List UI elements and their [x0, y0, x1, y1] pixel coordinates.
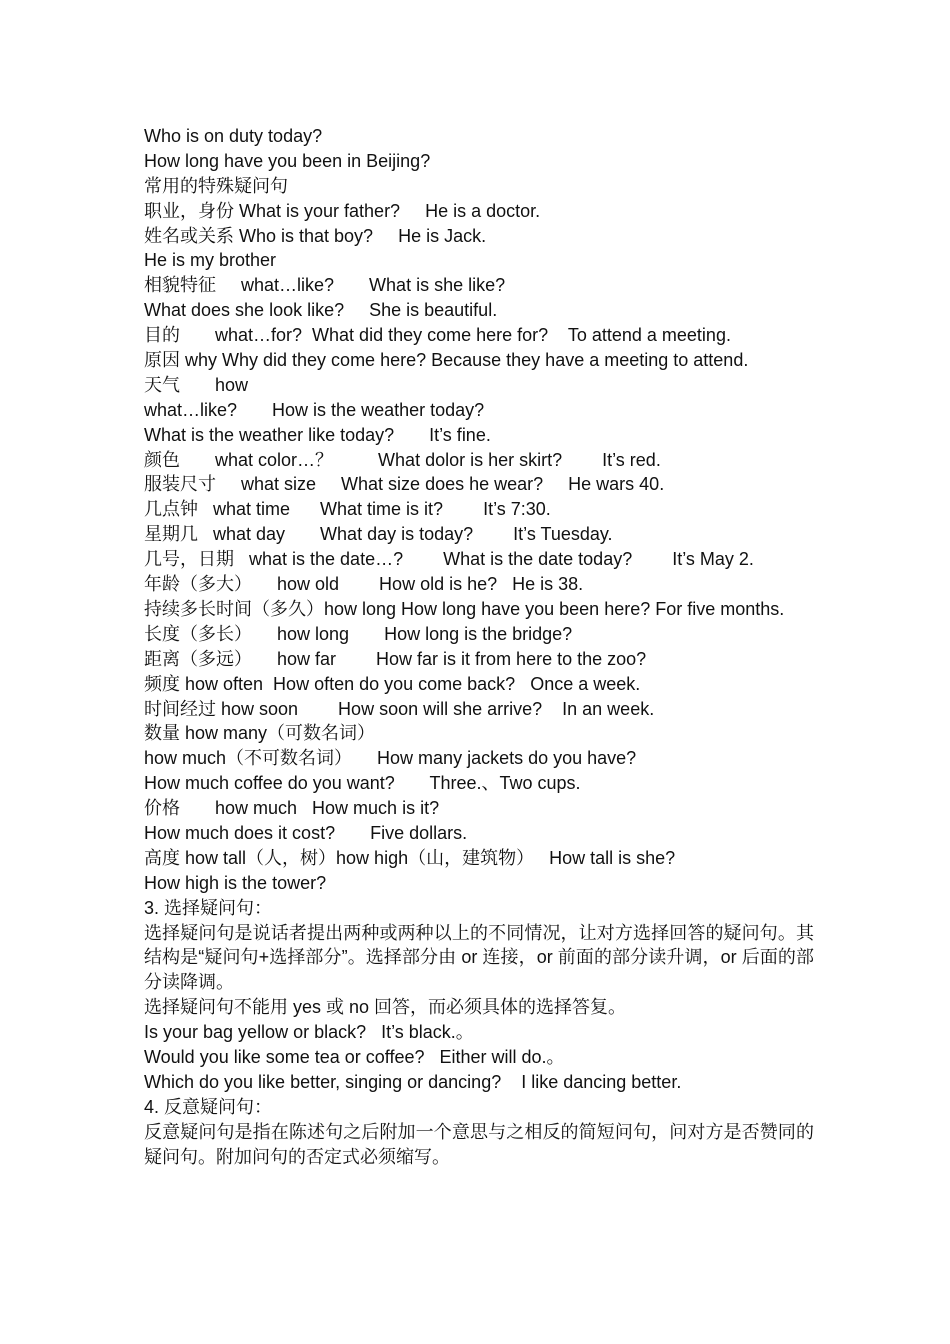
text-line: 选择疑问句不能用 yes 或 no 回答，而必须具体的选择答复。 [144, 997, 627, 1018]
text-line: How much does it cost? Five dollars. [144, 822, 468, 843]
paragraph-how-long: 持续多长时间（多久）how long How long have you been here? For five months. [144, 598, 785, 619]
text-line: 频度 how often How often do you come back? Once a week. [144, 673, 641, 694]
text-line: 长度（多长） how long How long is the bridge? [144, 623, 573, 644]
text-line: What does she look like? She is beautiful. [144, 300, 498, 321]
text-line: 距离（多远） how far How far is it from here to the zoo? [144, 648, 647, 669]
paragraph-why: 原因 why Why did they come here? Because they have a meeting to attend. [144, 350, 749, 371]
text-line: 姓名或关系 Who is that boy? He is Jack. [144, 225, 487, 246]
paragraph-tag-questions: 反意疑问句是指在陈述句之后附加一个意思与之相反的简短问句，问对方是否赞同的疑问句。附加问句的否定式必须缩写。 [144, 1121, 814, 1167]
text-line: Would you like some tea or coffee? Either will do.。 [144, 1047, 565, 1068]
text-line: 几号，日期 what is the date…? What is the date today? It’s May 2. [144, 549, 754, 570]
text-line: 星期几 what day What day is today? It’s Tuesday. [144, 524, 613, 545]
text-line: What is the weather like today? It’s fine. [144, 424, 491, 445]
text-line: 时间经过 how soon How soon will she arrive? In an week. [144, 698, 655, 719]
section-heading: 常用的特殊疑问句 [144, 175, 288, 196]
text-line: how much（不可数名词） How many jackets do you have? [144, 748, 637, 769]
text-line: How much coffee do you want? Three.、Two cups. [144, 773, 581, 794]
text-line: what…like? How is the weather today? [144, 399, 485, 420]
text-line: Who is on duty today? [144, 126, 323, 146]
section-heading: 4. 反意疑问句： [144, 1096, 273, 1117]
section-heading: 3. 选择疑问句： [144, 897, 273, 918]
text-line: 天气 how [144, 374, 249, 395]
text-line: 目的 what…for? What did they come here for? To attend a meeting. [144, 325, 731, 346]
text-line: 价格 how much How much is it? [144, 798, 440, 819]
text-line: 职业，身份 What is your father? He is a doctor. [144, 200, 541, 221]
text-line: How high is the tower? [144, 872, 327, 893]
text-line: How long have you been in Beijing? [144, 150, 431, 171]
text-line: 相貌特征 what…like? What is she like? [144, 275, 506, 296]
document-page [144, 124, 814, 1170]
text-line: 颜色 what color…？ What dolor is her skirt? It’s red. [144, 449, 661, 470]
text-line: 几点钟 what time What time is it? It’s 7:30. [144, 499, 551, 520]
text-line: He is my brother [144, 250, 277, 271]
paragraph-choice-questions: 选择疑问句是说话者提出两种或两种以上的不同情况，让对方选择回答的疑问句。其结构是“疑问句+选择部分”。选择部分由 or 连接，or 前面的部分读升调，or 后面的部分读降调。 [144, 922, 814, 993]
text-line: 年龄（多大） how old How old is he? He is 38. [144, 574, 584, 595]
text-line: 服装尺寸 what size What size does he wear? He wars 40. [144, 474, 665, 495]
text-line: 数量 how many（可数名词） [144, 723, 376, 744]
text-line: Is your bag yellow or black? It’s black.。 [144, 1022, 474, 1043]
text-line: 高度 how tall（人，树）how high（山，建筑物） How tall is she? [144, 847, 676, 868]
text-line: Which do you like better, singing or dancing? I like dancing better. [144, 1071, 682, 1092]
